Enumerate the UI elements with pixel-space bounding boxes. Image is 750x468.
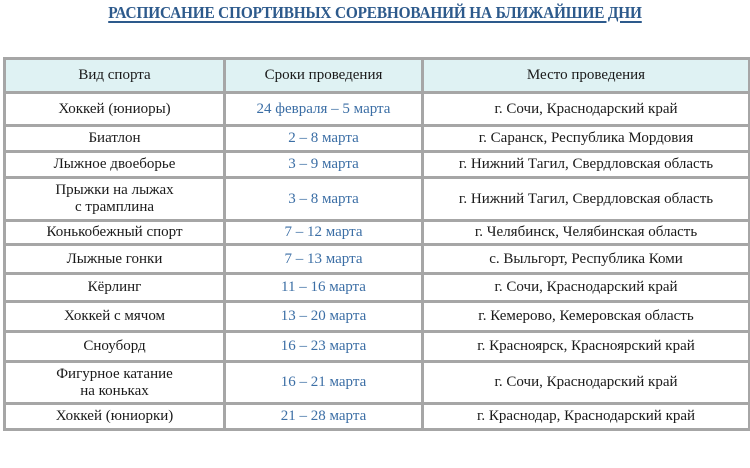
table-row bbox=[5, 152, 750, 178]
place-cell: г. Саранск, Республика Мордовия bbox=[423, 126, 750, 152]
table-row bbox=[5, 404, 750, 430]
place-cell: г. Красноярск, Красноярский край bbox=[423, 332, 750, 362]
sport-cell: Фигурное катание на коньках bbox=[5, 362, 225, 404]
dates-cell: 7 – 12 марта bbox=[225, 221, 423, 245]
table-row bbox=[5, 126, 750, 152]
sport-cell: Лыжные гонки bbox=[5, 245, 225, 274]
sport-cell: Хоккей (юниоры) bbox=[5, 93, 225, 126]
table-row bbox=[5, 93, 750, 126]
dates-cell: 3 – 8 марта bbox=[225, 178, 423, 221]
dates-cell: 7 – 13 марта bbox=[225, 245, 423, 274]
place-cell: г. Сочи, Краснодарский край bbox=[423, 274, 750, 302]
dates-cell: 16 – 23 марта bbox=[225, 332, 423, 362]
place-cell: г. Сочи, Краснодарский край bbox=[423, 93, 750, 126]
document-title: РАСПИСАНИЕ СПОРТИВНЫХ СОРЕВНОВАНИЙ НА БЛИЖАЙШИЕ ДНИ bbox=[108, 3, 642, 22]
dates-cell: 21 – 28 марта bbox=[225, 404, 423, 430]
dates-cell: 3 – 9 марта bbox=[225, 152, 423, 178]
table-body bbox=[5, 93, 750, 430]
table-row bbox=[5, 245, 750, 274]
table-row bbox=[5, 362, 750, 404]
table-header-row bbox=[5, 59, 750, 93]
table-row bbox=[5, 274, 750, 302]
sport-cell: Конькобежный спорт bbox=[5, 221, 225, 245]
place-cell: с. Выльгорт, Республика Коми bbox=[423, 245, 750, 274]
header-sport: Вид спорта bbox=[5, 59, 225, 93]
sport-cell: Хоккей с мячом bbox=[5, 302, 225, 332]
sport-cell: Хоккей (юниорки) bbox=[5, 404, 225, 430]
sport-cell: Сноуборд bbox=[5, 332, 225, 362]
dates-cell: 2 – 8 марта bbox=[225, 126, 423, 152]
place-cell: г. Нижний Тагил, Свердловская область bbox=[423, 152, 750, 178]
table-row bbox=[5, 302, 750, 332]
sport-cell: Лыжное двоеборье bbox=[5, 152, 225, 178]
header-place: Место проведения bbox=[423, 59, 750, 93]
place-cell: г. Челябинск, Челябинская область bbox=[423, 221, 750, 245]
place-cell: г. Нижний Тагил, Свердловская область bbox=[423, 178, 750, 221]
table-row bbox=[5, 221, 750, 245]
place-cell: г. Краснодар, Краснодарский край bbox=[423, 404, 750, 430]
header-dates: Сроки проведения bbox=[225, 59, 423, 93]
table-row bbox=[5, 178, 750, 221]
dates-cell: 11 – 16 марта bbox=[225, 274, 423, 302]
dates-cell: 24 февраля – 5 марта bbox=[225, 93, 423, 126]
schedule-table bbox=[3, 57, 750, 431]
place-cell: г. Кемерово, Кемеровская область bbox=[423, 302, 750, 332]
dates-cell: 13 – 20 марта bbox=[225, 302, 423, 332]
table-row bbox=[5, 332, 750, 362]
sport-cell: Кёрлинг bbox=[5, 274, 225, 302]
sport-cell: Прыжки на лыжах с трамплина bbox=[5, 178, 225, 221]
place-cell: г. Сочи, Краснодарский край bbox=[423, 362, 750, 404]
dates-cell: 16 – 21 марта bbox=[225, 362, 423, 404]
sport-cell: Биатлон bbox=[5, 126, 225, 152]
